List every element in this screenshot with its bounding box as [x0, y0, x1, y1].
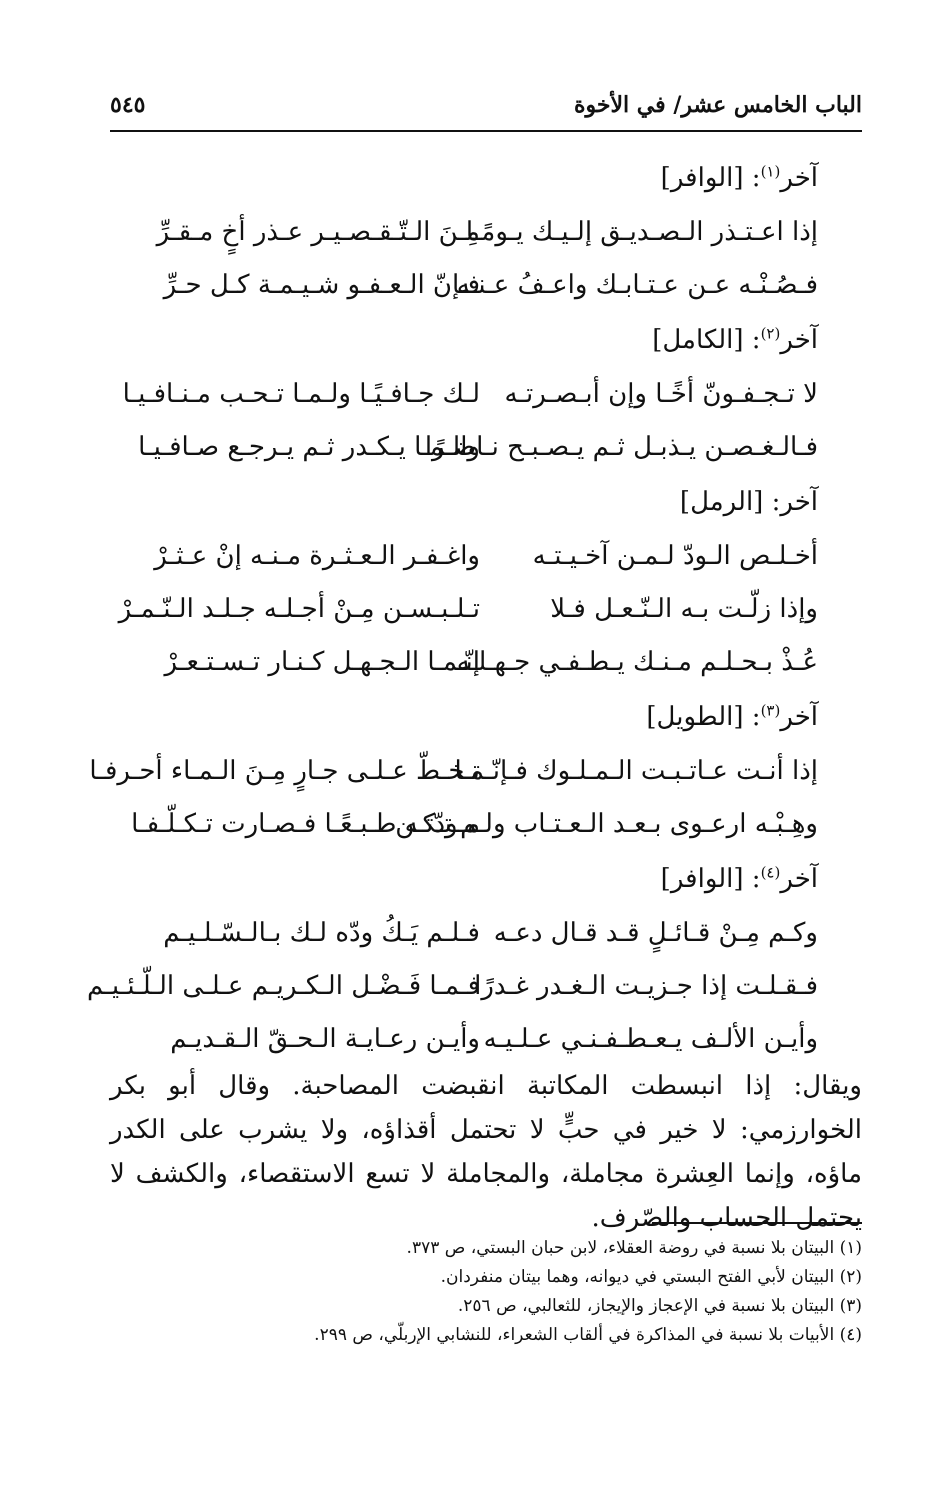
poem-attribution: آخر [780, 702, 818, 732]
poem-meter: : [الوافر] [660, 163, 761, 193]
page-number: ٥٤٥ [110, 92, 146, 118]
second-hemistich: إنّـمـا الـجـهـل كـنـار تـسـتـعـرْ [164, 647, 480, 677]
second-hemistich: واغـفـر الـعـثـرة مـنـه إنْ عـثـرْ [154, 541, 480, 571]
verse-line [150, 907, 818, 960]
poem-meter: : [الوافر] [660, 864, 761, 894]
poem-attribution: آخر [780, 325, 818, 355]
second-hemistich: فـلـم يَـكُ ودّه لـك بـالـسّـلـيـم [163, 918, 480, 948]
verse-line [150, 1013, 818, 1066]
prose-text: ويقال: إذا انبسطت المكاتبة انقبضت المصاحبة. وقال أبو بكر الخوارزمي: لا خير في حبٍّ لا تحتمل أقذاؤه، ولا يشرب على الكدر ماؤه، وإنما العِشرة مجاملة، والمجاملة لا تسع الاستقصاء، والكشف لا يحتمل الحساب والصّرف. [110, 1071, 862, 1233]
second-hemistich: تـلـبـسـن مِـنْ أجـلـه جـلـد الـنّـمـرْ [118, 594, 480, 624]
poem-attribution: آخر [780, 163, 818, 193]
poem-attribution: آخر [780, 864, 818, 894]
footnote-ref: (٤) [760, 863, 781, 882]
second-hemistich: لـك جـافـيًـا ولـمـا تـحـب مـنـافـيـا [122, 379, 480, 409]
footnote-ref: (١) [760, 162, 781, 181]
second-hemistich: فـمـا فَـضْـل الـكـريـم عـلـى الـلّـئـيـم [86, 971, 480, 1001]
poem-meter: : [الطويل] [646, 702, 761, 732]
footnote-ref: (٣) [760, 701, 781, 720]
footnote-2: (٢) البيتان لأبي الفتح البستي في ديوانه، وهما بيتان منفردان. [440, 1267, 862, 1287]
poem-header [150, 312, 818, 368]
prose-paragraph [110, 1064, 862, 1240]
poem-block [118, 474, 818, 689]
second-hemistich: والـمـا يـكـدر ثـم يـرجـع صـافـيـا [138, 432, 480, 462]
footnote-1: (١) البيتان بلا نسبة في روضة العقلاء، لابن حبان البستي، ص ٣٧٣. [406, 1238, 862, 1258]
footnote-ref: (٢) [760, 324, 781, 343]
first-hemistich: وإذا زلّـت بـه الـنّـعـل فـلا [550, 594, 818, 624]
running-head-title: الباب الخامس عشر/ في الأخوة [574, 92, 862, 118]
footnote-divider [652, 1222, 862, 1224]
verse-line [138, 421, 818, 474]
first-hemistich: أخـلـص الـودّ لـمـن آخـيـتـه [532, 541, 818, 571]
footnotes [110, 1234, 862, 1350]
poem-header [150, 689, 818, 745]
verse-line [150, 530, 818, 583]
poem-block [150, 150, 818, 312]
first-hemistich: إذا أنـت عـاتـبـت الـمـلـوك فـإنّـمـا [454, 756, 818, 786]
poems-section [86, 150, 818, 1066]
verse-line [131, 798, 818, 851]
second-hemistich: مِـنَ الـتّـقـصـيـر عـذر أخٍ مـقـرِّ [156, 217, 480, 247]
poem-meter: : [الرمل] [679, 487, 781, 517]
verse-line [89, 745, 818, 798]
poem-block [89, 689, 818, 851]
first-hemistich: وأيـن الألـف يـعـطـفـنـي عـلـيـه [483, 1024, 818, 1054]
first-hemistich: فـقـلـت إذا جـزيـت الـغـدر غـدرًا [474, 971, 818, 1001]
first-hemistich: وهِـبْـه ارعـوى بـعـد الـعـتـاب ولـم تـكـن [395, 809, 818, 839]
first-hemistich: فـصُـنْـه عـن عـتـابـك واعـفُ عـنـه [456, 270, 818, 300]
verse-line [150, 636, 818, 689]
second-hemistich: مـودّتـه طـبـعًـا فـصـارت تـكـلّـفـا [131, 809, 480, 839]
second-hemistich: تـخـطّ عـلـى جـارٍ مِـنَ الـمـاء أحـرفـا [89, 756, 480, 786]
footnote-4: (٤) الأبيات بلا نسبة في المذاكرة في ألقاب الشعراء، للنشابي الإربلّي، ص ٢٩٩. [314, 1325, 862, 1345]
verse-line [150, 206, 818, 259]
footnote-3: (٣) البيتان بلا نسبة في الإعجاز والإيجاز، للثعالبي، ص ٢٥٦. [457, 1296, 862, 1316]
verse-line [118, 583, 818, 636]
page-header [110, 86, 862, 132]
first-hemistich: إذا اعـتـذر الـصـديـق إلـيـك يـومًـا [465, 217, 818, 247]
poem-header [150, 851, 818, 907]
second-hemistich: فـإنّ الـعـفـو شـيـمـة كـل حـرِّ [163, 270, 480, 300]
verse-line [86, 960, 818, 1013]
verse-line [122, 368, 818, 421]
poem-header [150, 150, 818, 206]
poem-block [122, 312, 818, 474]
verse-line [150, 259, 818, 312]
first-hemistich: فـالـغـصـن يـذبـل ثـم يـصـبـح نـاضـرًا [424, 432, 818, 462]
first-hemistich: عُـذْ بـحـلـم مـنـك يـطـفـي جـهـلـه [456, 647, 818, 677]
first-hemistich: لا تـجـفـونّ أخًـا وإن أبـصـرتـه [504, 379, 818, 409]
second-hemistich: وأيـن رعـايـة الـحـقّ الـقـديـم [170, 1024, 480, 1054]
first-hemistich: وكـم مِـنْ قـائـلٍ قـد قـال دعـه [493, 918, 818, 948]
poem-meter: : [الكامل] [652, 325, 761, 355]
poem-block [86, 851, 818, 1066]
poem-attribution: آخر [780, 487, 818, 517]
poem-header [150, 474, 818, 530]
